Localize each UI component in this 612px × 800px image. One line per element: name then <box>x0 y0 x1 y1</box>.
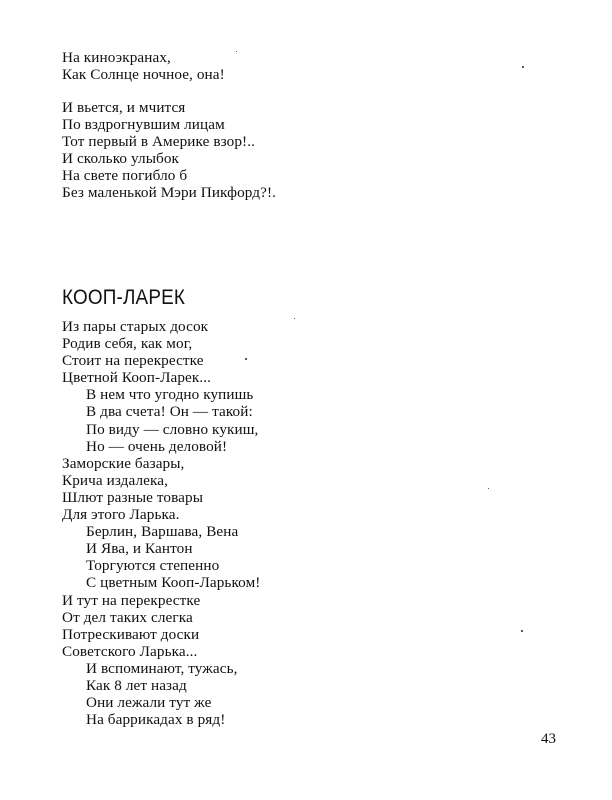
page-number: 43 <box>541 731 556 747</box>
verse-line: Шлют разные товары <box>62 488 204 506</box>
verse-line: Стоит на перекрестке <box>62 352 204 370</box>
verse-line: Советского Ларька... <box>62 642 198 660</box>
verse-line: Родив себя, как мог, <box>62 335 193 353</box>
verse-line-indented: И Ява, и Кантон <box>86 540 193 558</box>
verse-line-indented: Берлин, Варшава, Вена <box>86 523 239 541</box>
verse-line: Тот первый в Америке взор!.. <box>62 133 255 151</box>
verse-line: Заморские базары, <box>62 454 185 472</box>
verse-line-indented: На баррикадах в ряд! <box>86 711 226 729</box>
verse-line: Цветной Кооп-Ларек... <box>62 369 212 387</box>
verse-line-indented: Они лежали тут же <box>86 694 212 712</box>
verse-line: Как Солнце ночное, она! <box>62 66 225 84</box>
scan-speck <box>294 318 295 319</box>
verse-line-indented: По виду — словно кукиш, <box>86 420 259 438</box>
verse-line-indented: В нем что угодно купишь <box>86 386 254 404</box>
verse-line: Без маленькой Мэри Пикфорд?!. <box>62 184 277 202</box>
scan-speck <box>521 630 523 632</box>
previous-poem-stanza-1 <box>62 49 225 83</box>
verse-line: И вьется, и мчится <box>62 99 186 116</box>
verse-line-indented: Но — очень деловой! <box>86 437 228 455</box>
verse-line-indented: И вспоминают, тужась, <box>86 659 238 677</box>
verse-line-indented: С цветным Кооп-Ларьком! <box>86 574 261 592</box>
scan-speck <box>236 51 237 52</box>
verse-line: Для этого Ларька. <box>62 506 180 524</box>
previous-poem-stanza-2 <box>62 99 276 202</box>
verse-line: От дел таких слегка <box>62 608 193 626</box>
scan-speck <box>522 66 524 68</box>
verse-line: И тут на перекрестке <box>62 591 201 609</box>
verse-line: Крича издалека, <box>62 471 168 489</box>
verse-line: По вздрогнувшим лицам <box>62 116 225 134</box>
verse-line: На свете погибло б <box>62 167 188 185</box>
poem-body <box>62 318 260 728</box>
scan-speck <box>245 358 247 360</box>
scan-speck <box>488 488 489 489</box>
verse-line-indented: Как 8 лет назад <box>86 676 187 694</box>
verse-line: Потрескивают доски <box>62 625 200 643</box>
poem-title: КООП-ЛАРЕК <box>62 286 186 309</box>
verse-line: И сколько улыбок <box>62 150 180 168</box>
verse-line: Из пары старых досок <box>62 318 209 335</box>
verse-line-indented: В два счета! Он — такой: <box>86 403 253 421</box>
verse-line: На киноэкранах, <box>62 49 171 66</box>
verse-line-indented: Торгуются степенно <box>86 557 220 575</box>
